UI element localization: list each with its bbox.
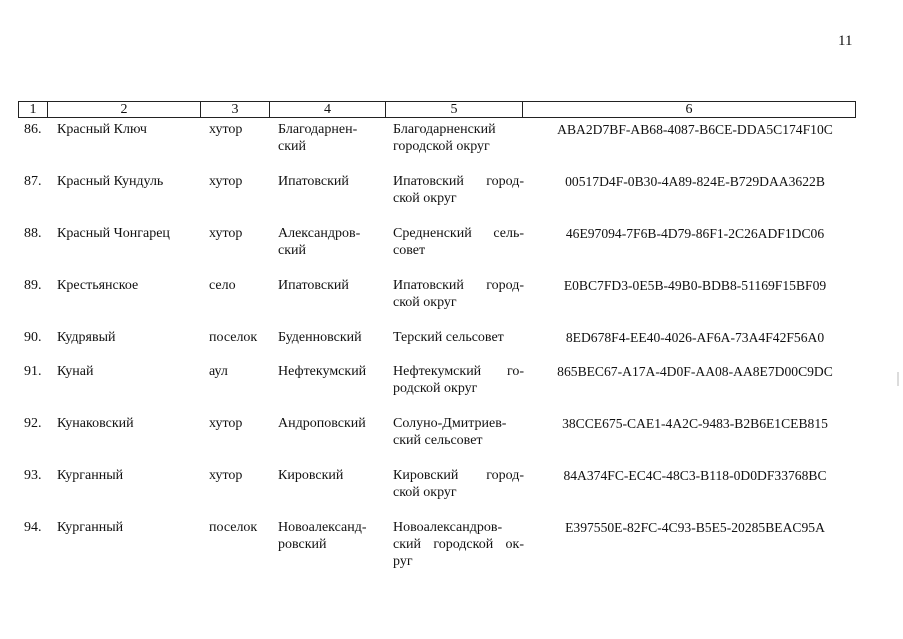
scan-mark [897,372,899,386]
row-number: 92. [24,416,42,431]
settlement-type: хутор [209,174,243,189]
municipality-name [393,225,524,259]
municipality-line: Новоалександров- [393,520,503,535]
municipality-line: ский городской ок- [393,537,524,552]
municipality-line: Благодарненский [393,122,496,137]
table-row [0,329,903,363]
settlement-name: Красный Чонгарец [57,226,170,241]
district-line: Благодарнен- [278,122,358,137]
settlement-type: хутор [209,122,243,137]
municipality-line: родской округ [393,381,478,396]
district-name [278,225,378,259]
page-number: 11 [838,33,853,49]
fias-guid: E0BC7FD3-0E5B-49B0-BDB8-51169F15BF09 [563,278,827,293]
settlement-name: Курганный [57,468,124,483]
municipality-line: Солуно-Дмитриев- [393,416,507,431]
district-name [278,121,378,155]
municipality-line: Нефтекумский го- [393,364,524,379]
settlement-type: село [209,278,236,293]
settlement-name: Кунай [57,364,94,379]
header-col-5: 5 [386,102,523,117]
settlement-name: Красный Ключ [57,122,147,137]
settlement-type: хутор [209,468,243,483]
fias-guid: 865BEC67-A17A-4D0F-AA08-AA8E7D00C9DC [557,364,833,379]
municipality-line: городской округ [393,139,490,154]
header-col-3: 3 [201,102,270,117]
municipality-line: совет [393,243,426,258]
district-line: Буденновский [278,330,362,345]
municipality-name [393,277,524,311]
row-number: 89. [24,278,42,293]
settlement-name: Курганный [57,520,124,535]
fias-guid: 00517D4F-0B30-4A89-824E-B729DAA3622B [565,174,825,189]
district-line: ский [278,243,306,258]
district-line: ровский [278,537,327,552]
municipality-line: Терский сельсовет [393,330,504,345]
settlement-type: поселок [209,520,258,535]
district-line: Александров- [278,226,361,241]
district-name [278,329,378,346]
settlement-type: аул [209,364,228,379]
municipality-name [393,363,524,397]
municipality-name [393,121,524,155]
row-number: 88. [24,226,42,241]
header-col-6: 6 [685,102,693,117]
district-name [278,363,378,380]
settlement-type: хутор [209,226,243,241]
table-body [0,121,903,589]
municipality-line: ской округ [393,191,457,206]
row-number: 94. [24,520,42,535]
municipality-line: ской округ [393,295,457,310]
district-line: Кировский [278,468,344,483]
municipality-name [393,467,524,501]
municipality-line: Ипатовский город- [393,278,524,293]
settlement-name: Кунаковский [57,416,134,431]
municipality-line: руг [393,554,413,569]
row-number: 90. [24,330,42,345]
settlement-name: Крестьянское [57,278,139,293]
table-row [0,415,903,467]
settlement-type: поселок [209,330,258,345]
municipality-name [393,519,524,570]
district-line: Нефтекумский [278,364,367,379]
header-col-4: 4 [270,102,386,117]
municipality-name [393,415,524,449]
fias-guid: 8ED678F4-EE40-4026-AF6A-73A4F42F56A0 [565,330,825,345]
fias-guid: 84A374FC-EC4C-48C3-B118-0D0DF33768BC [563,468,827,483]
district-name [278,467,378,484]
municipality-line: Кировский город- [393,468,524,483]
municipality-name [393,329,524,346]
row-number: 93. [24,468,42,483]
settlement-name: Кудрявый [57,330,116,345]
table-row [0,277,903,329]
district-name [278,519,378,553]
fias-guid: E397550E-82FC-4C93-B5E5-20285BEAC95A [565,520,825,535]
row-number: 91. [24,364,42,379]
municipality-line: ской округ [393,485,457,500]
district-line: Ипатовский [278,278,349,293]
municipality-line: ский сельсовет [393,433,483,448]
table-row [0,121,903,173]
header-col-2: 2 [48,102,201,117]
municipality-line: Средненский сель- [393,226,524,241]
table-header [18,101,856,118]
fias-guid: 46E97094-7F6B-4D79-86F1-2C26ADF1DC06 [565,226,825,241]
district-name [278,277,378,294]
fias-guid: ABA2D7BF-AB68-4087-B6CE-DDA5C174F10C [557,122,833,137]
municipality-line: Ипатовский город- [393,174,524,189]
municipality-name [393,173,524,207]
district-line: Ипатовский [278,174,349,189]
fias-guid: 38CCE675-CAE1-4A2C-9483-B2B6E1CEB815 [562,416,828,431]
table-row [0,363,903,415]
district-line: Новоалександ- [278,520,367,535]
table-row [0,173,903,225]
settlement-type: хутор [209,416,243,431]
district-name [278,173,378,190]
district-line: ский [278,139,306,154]
table-row [0,467,903,519]
row-number: 87. [24,174,42,189]
row-number: 86. [24,122,42,137]
header-col-1: 1 [19,102,48,117]
settlement-name: Красный Кундуль [57,174,164,189]
district-name [278,415,378,432]
table-row [0,519,903,589]
district-line: Андроповский [278,416,366,431]
table-row [0,225,903,277]
